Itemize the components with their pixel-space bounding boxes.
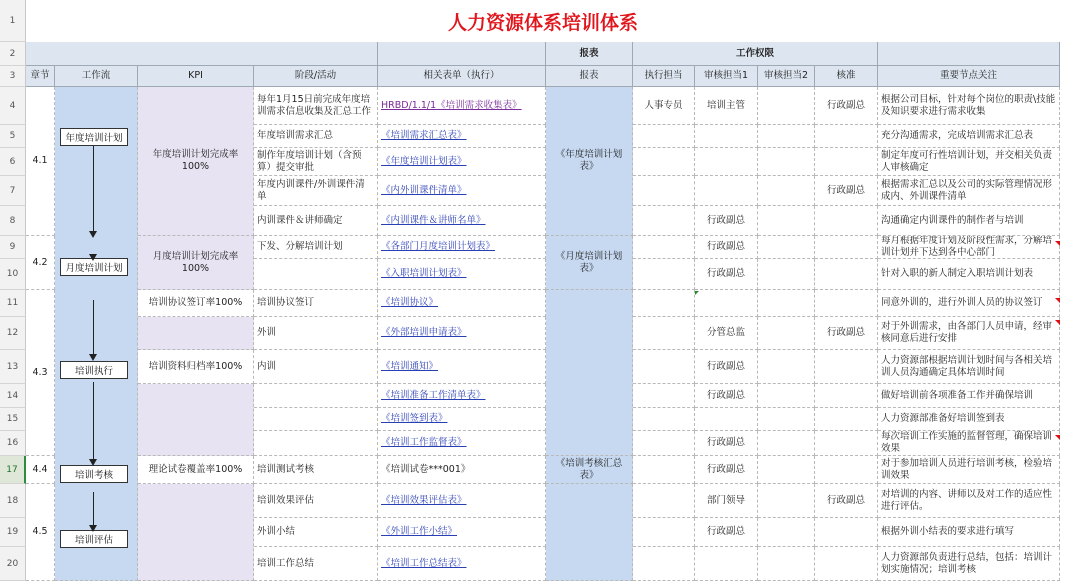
flow-arrow: [89, 254, 97, 261]
approver-cell: [815, 408, 878, 431]
reviewer1-cell: 行政副总: [695, 518, 758, 547]
row-header[interactable]: 8: [0, 206, 26, 236]
activity-cell: 培训测试考核: [254, 456, 378, 484]
executor-cell: [633, 484, 695, 518]
workflow-box[interactable]: 培训考核: [60, 465, 128, 483]
reviewer1-cell: [695, 176, 758, 206]
focus-cell: 制定年度可行性培训计划，并交相关负责人审核确定: [878, 148, 1060, 176]
focus-cell: 根据公司目标，针对每个岗位的职责\技能及知识要求进行需求收集: [878, 87, 1060, 125]
activity-cell: 下发、分解培训计划: [254, 236, 378, 259]
report-cell: [546, 290, 633, 456]
comment-indicator[interactable]: [1055, 241, 1060, 246]
activity-cell: 内训课件＆讲师确定: [254, 206, 378, 236]
reviewer2-cell: [758, 206, 815, 236]
activity-cell: 外训小结: [254, 518, 378, 547]
column-header[interactable]: 审核担当1: [695, 66, 758, 87]
activity-cell: 制作年度培训计划（含预算）提交审批: [254, 148, 378, 176]
reviewer1-cell: 行政副总: [695, 456, 758, 484]
form-link-text[interactable]: 《内外训课件清单》: [381, 184, 467, 196]
focus-cell: 对培训的内容、讲师以及对工作的适应性进行评估。: [878, 484, 1060, 518]
reviewer1-cell: 培训主管: [695, 87, 758, 125]
form-link-text[interactable]: HRBD/1.1/1《培训需求收集表》: [381, 99, 522, 111]
permissions-group-header: 工作权限: [633, 42, 878, 66]
row-header[interactable]: 5: [0, 125, 26, 148]
activity-cell: 培训工作总结: [254, 547, 378, 581]
row-header[interactable]: 4: [0, 87, 26, 125]
report-cell: 《年度培训计划表》: [546, 87, 633, 236]
focus-cell: 对于参加培训人员进行培训考核，检验培训效果: [878, 456, 1060, 484]
focus-cell: 根据外训小结表的要求进行填写: [878, 518, 1060, 547]
executor-cell: [633, 206, 695, 236]
reviewer2-cell: [758, 259, 815, 290]
row-header[interactable]: 14: [0, 384, 26, 408]
kpi-cell: 年度培训计划完成率100%: [138, 87, 254, 236]
reviewer2-cell: [758, 547, 815, 581]
reviewer1-cell: [695, 125, 758, 148]
workflow-box[interactable]: 月度培训计划: [60, 258, 128, 276]
flow-connector: [93, 146, 94, 232]
reviewer1-cell: 行政副总: [695, 431, 758, 456]
focus-cell: 根据需求汇总以及公司的实际管理情况形成内、外训课件清单: [878, 176, 1060, 206]
kpi-cell: 培训协议签订率100%: [138, 290, 254, 317]
row-header[interactable]: 3: [0, 66, 26, 87]
reviewer1-cell: 分管总监: [695, 317, 758, 350]
form-link[interactable]: [378, 290, 546, 317]
row-header[interactable]: 17: [0, 456, 26, 484]
activity-cell: 培训效果评估: [254, 484, 378, 518]
flow-connector: [93, 492, 94, 526]
form-link-text[interactable]: 《培训效果评估表》: [381, 494, 467, 506]
reviewer2-cell: [758, 384, 815, 408]
executor-cell: [633, 176, 695, 206]
header-blank: [878, 42, 1060, 66]
flow-arrow: [89, 354, 97, 361]
workflow-box[interactable]: 年度培训计划: [60, 128, 128, 146]
form-link[interactable]: [378, 456, 546, 484]
form-link[interactable]: [378, 148, 546, 176]
form-link[interactable]: [378, 350, 546, 384]
reviewer1-cell: 行政副总: [695, 206, 758, 236]
activity-cell: 每年1月15日前完成年度培训需求信息收集及汇总工作: [254, 87, 378, 125]
row-header[interactable]: 18: [0, 484, 26, 518]
reviewer2-cell: [758, 148, 815, 176]
executor-cell: [633, 259, 695, 290]
form-link-text[interactable]: 《年度培训计划表》: [381, 155, 467, 167]
approver-cell: 行政副总: [815, 87, 878, 125]
approver-cell: [815, 547, 878, 581]
reviewer1-cell: 行政副总: [695, 236, 758, 259]
reviewer1-cell: [695, 148, 758, 176]
approver-cell: [815, 290, 878, 317]
activity-cell: [254, 384, 378, 408]
form-link-text[interactable]: 《入职培训计划表》: [381, 268, 467, 279]
focus-cell: 对于外训需求，由各部门人员申请，经审核同意后进行安排: [878, 317, 1060, 350]
executor-cell: [633, 290, 695, 317]
kpi-cell: [138, 384, 254, 456]
activity-cell: 年度培训需求汇总: [254, 125, 378, 148]
activity-cell: [254, 259, 378, 290]
header-blank: [378, 42, 546, 66]
row-header[interactable]: 1: [0, 0, 26, 42]
flow-connector: [93, 300, 94, 355]
form-link[interactable]: [378, 87, 546, 125]
focus-cell: 每次培训工作实施的监督管理，确保培训效果: [878, 431, 1060, 456]
reviewer1-cell: 行政副总: [695, 350, 758, 384]
form-link-text[interactable]: 《培训试卷***001》: [381, 463, 471, 475]
executor-cell: [633, 350, 695, 384]
approver-cell: [815, 125, 878, 148]
focus-cell: 人力资源部准备好培训签到表: [878, 408, 1060, 431]
form-link[interactable]: [378, 384, 546, 408]
activity-cell: 外训: [254, 317, 378, 350]
reviewer2-cell: [758, 125, 815, 148]
form-link[interactable]: [378, 547, 546, 581]
focus-cell: 人力资源部负责进行总结，包括：培训计划实施情况；培训考核: [878, 547, 1060, 581]
row-header[interactable]: 2: [0, 42, 26, 66]
focus-cell: 每月根据年度计划及阶段性需求，分解培训计划并下达到各中心部门: [878, 236, 1060, 259]
focus-cell: 同意外训的，进行外训人员的协议签订: [878, 290, 1060, 317]
approver-cell: [815, 456, 878, 484]
column-header[interactable]: 重要节点关注: [878, 66, 1060, 87]
row-header[interactable]: 7: [0, 176, 26, 206]
workflow-box[interactable]: 培训评估: [60, 530, 128, 548]
reviewer2-cell: [758, 290, 815, 317]
row-header[interactable]: 10: [0, 259, 26, 290]
approver-cell: [815, 518, 878, 547]
column-header[interactable]: 工作流: [55, 66, 138, 87]
comment-indicator[interactable]: [1055, 298, 1060, 303]
focus-cell: 针对入职的新人制定入职培训计划表: [878, 259, 1060, 290]
form-link[interactable]: [378, 206, 546, 236]
executor-cell: [633, 456, 695, 484]
focus-cell: 充分沟通需求，完成培训需求汇总表: [878, 125, 1060, 148]
form-link-text[interactable]: 《培训签到表》: [381, 413, 448, 424]
kpi-cell: 理论试卷覆盖率100%: [138, 456, 254, 484]
form-link[interactable]: [378, 236, 546, 259]
row-header[interactable]: 11: [0, 290, 26, 317]
form-link[interactable]: [378, 317, 546, 350]
header-blank: [26, 42, 378, 66]
flow-arrow: [89, 525, 97, 532]
executor-cell: [633, 317, 695, 350]
workflow-column: [55, 87, 138, 581]
approver-cell: 行政副总: [815, 176, 878, 206]
comment-indicator[interactable]: [1055, 320, 1060, 325]
activity-cell: [254, 408, 378, 431]
reviewer2-cell: [758, 317, 815, 350]
reviewer2-cell: [758, 408, 815, 431]
activity-cell: [254, 431, 378, 456]
row-header[interactable]: 9: [0, 236, 26, 259]
row-header[interactable]: 13: [0, 350, 26, 384]
row-header[interactable]: 15: [0, 408, 26, 431]
approver-cell: [815, 206, 878, 236]
focus-cell: 沟通确定内训课件的制作者与培训: [878, 206, 1060, 236]
flow-arrow: [89, 459, 97, 466]
approver-cell: 行政副总: [815, 484, 878, 518]
form-link-text[interactable]: 《培训需求汇总表》: [381, 130, 467, 141]
reviewer2-cell: [758, 518, 815, 547]
section-number: 4.2: [26, 236, 55, 290]
form-link-text[interactable]: 《培训工作监督表》: [381, 437, 467, 448]
form-link[interactable]: [378, 176, 546, 206]
form-link-text[interactable]: 《各部门月度培训计划表》: [381, 241, 496, 252]
executor-cell: [633, 125, 695, 148]
reviewer2-cell: [758, 484, 815, 518]
approver-cell: [815, 431, 878, 456]
reviewer2-cell: [758, 176, 815, 206]
column-header[interactable]: KPI: [138, 66, 254, 87]
form-link[interactable]: [378, 125, 546, 148]
form-link-text[interactable]: 《培训准备工作清单表》: [381, 389, 486, 401]
column-header[interactable]: 核准: [815, 66, 878, 87]
form-link-text[interactable]: 《内训课件＆讲师名单》: [381, 214, 486, 226]
approver-cell: 行政副总: [815, 317, 878, 350]
form-link[interactable]: [378, 518, 546, 547]
column-header[interactable]: 审核担当2: [758, 66, 815, 87]
report-cell: 《培训考核汇总表》: [546, 456, 633, 484]
reviewer1-cell: 行政副总: [695, 384, 758, 408]
column-header[interactable]: 阶段/活动: [254, 66, 378, 87]
column-header[interactable]: 章节: [26, 66, 55, 87]
approver-cell: [815, 259, 878, 290]
activity-cell: 年度内训课件/外训课件清单: [254, 176, 378, 206]
row-header[interactable]: 6: [0, 148, 26, 176]
section-number: 4.1: [26, 87, 55, 236]
row-header[interactable]: 16: [0, 431, 26, 456]
executor-cell: [633, 431, 695, 456]
reviewer2-cell: [758, 87, 815, 125]
approver-cell: [815, 148, 878, 176]
reviewer2-cell: [758, 431, 815, 456]
executor-cell: [633, 384, 695, 408]
approver-cell: [815, 384, 878, 408]
section-number: 4.4: [26, 456, 55, 484]
activity-cell: 内训: [254, 350, 378, 384]
error-indicator: [695, 291, 699, 295]
flow-arrow: [89, 231, 97, 238]
executor-cell: [633, 148, 695, 176]
kpi-cell: [138, 317, 254, 350]
form-link[interactable]: [378, 484, 546, 518]
form-link-text[interactable]: 《培训工作总结表》: [381, 557, 467, 569]
form-link-text[interactable]: 《外部培训申请表》: [381, 327, 467, 338]
form-link[interactable]: [378, 431, 546, 456]
row-header[interactable]: 20: [0, 547, 26, 581]
column-header[interactable]: 报表: [546, 66, 633, 87]
report-cell: 《月度培训计划表》: [546, 236, 633, 290]
executor-cell: [633, 518, 695, 547]
section-number: 4.5: [26, 484, 55, 581]
executor-cell: [633, 547, 695, 581]
activity-cell: 培训协议签订: [254, 290, 378, 317]
reviewer1-cell: 部门领导: [695, 484, 758, 518]
executor-cell: 人事专员: [633, 87, 695, 125]
column-header[interactable]: 相关表单（执行）: [378, 66, 546, 87]
executor-cell: [633, 236, 695, 259]
form-link-text[interactable]: 《外训工作小结》: [381, 526, 458, 537]
comment-indicator[interactable]: [1055, 435, 1060, 440]
approver-cell: [815, 236, 878, 259]
kpi-cell: [138, 484, 254, 581]
focus-cell: 人力资源部根据培训计划时间与各相关培训人员沟通确定具体培训时间: [878, 350, 1060, 384]
section-number: 4.3: [26, 290, 55, 456]
form-link[interactable]: [378, 408, 546, 431]
form-link-text[interactable]: 《培训协议》: [381, 297, 439, 308]
kpi-cell: 培训资料归档率100%: [138, 350, 254, 384]
reviewer1-cell: 行政副总: [695, 259, 758, 290]
report-group-header: 报表: [546, 42, 633, 66]
report-cell: [546, 484, 633, 581]
form-link[interactable]: [378, 259, 546, 290]
column-header[interactable]: 执行担当: [633, 66, 695, 87]
reviewer2-cell: [758, 236, 815, 259]
reviewer1-cell: [695, 408, 758, 431]
flow-connector: [93, 382, 94, 460]
executor-cell: [633, 408, 695, 431]
row-header[interactable]: 12: [0, 317, 26, 350]
reviewer1-cell: [695, 290, 758, 317]
approver-cell: [815, 350, 878, 384]
form-link-text[interactable]: 《培训通知》: [381, 360, 439, 372]
sheet-title: 人力资源体系培训体系: [26, 0, 1060, 43]
kpi-cell: 月度培训计划完成率100%: [138, 236, 254, 290]
workflow-box[interactable]: 培训执行: [60, 361, 128, 379]
focus-cell: 做好培训前各项准备工作并确保培训: [878, 384, 1060, 408]
reviewer1-cell: [695, 547, 758, 581]
reviewer2-cell: [758, 456, 815, 484]
row-header[interactable]: 19: [0, 518, 26, 547]
reviewer2-cell: [758, 350, 815, 384]
